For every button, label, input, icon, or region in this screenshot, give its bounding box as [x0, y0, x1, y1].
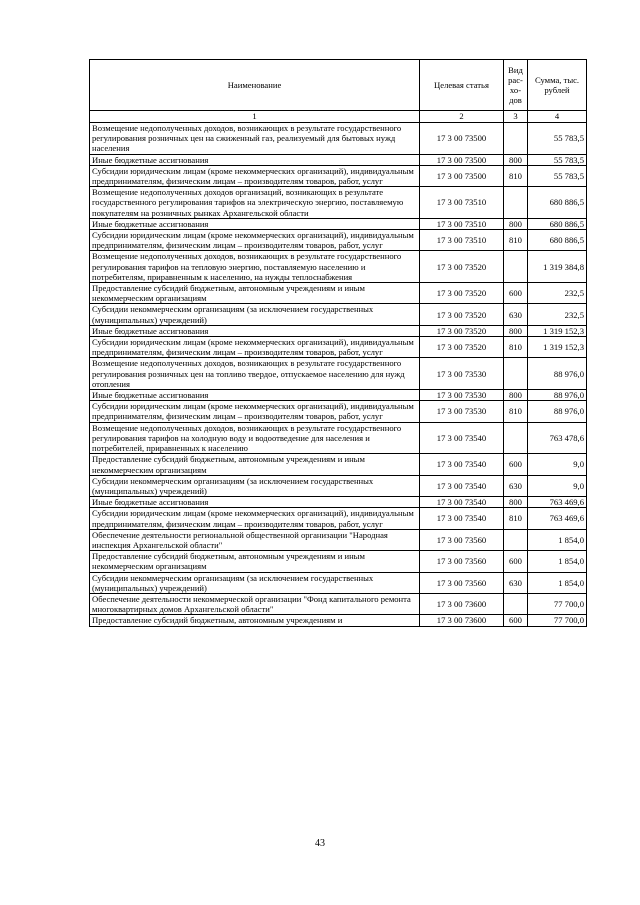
- row-type: [504, 422, 528, 454]
- row-name: Возмещение недополученных доходов, возникающих в результате государственного регулирования розничных цен на сжиженный газ, реализуемый для бытовых нужд населения: [90, 123, 420, 155]
- row-type: 630: [504, 572, 528, 593]
- row-name: Иные бюджетные ассигнования: [90, 325, 420, 336]
- table-row: [90, 475, 587, 496]
- table-row: [90, 615, 587, 626]
- row-type: 600: [504, 615, 528, 626]
- row-name: Обеспечение деятельности региональной общественной организации "Народная инспекция Архангельской области": [90, 529, 420, 550]
- row-type: 810: [504, 230, 528, 251]
- table-row: [90, 390, 587, 401]
- row-type: 630: [504, 475, 528, 496]
- row-code: 17 3 00 73510: [420, 187, 504, 219]
- header-name: Наименование: [90, 60, 420, 111]
- row-type: 810: [504, 165, 528, 186]
- row-type: 600: [504, 551, 528, 572]
- row-type: [504, 123, 528, 155]
- row-type: [504, 529, 528, 550]
- row-type: 800: [504, 154, 528, 165]
- row-code: 17 3 00 73560: [420, 572, 504, 593]
- row-type: 800: [504, 218, 528, 229]
- row-name: Иные бюджетные ассигнования: [90, 390, 420, 401]
- row-sum: 88 976,0: [528, 390, 587, 401]
- row-sum: 680 886,5: [528, 187, 587, 219]
- table-row: [90, 304, 587, 325]
- row-type: 800: [504, 390, 528, 401]
- row-name: Субсидии некоммерческим организациям (за исключением государственных (муниципальных) учреждений): [90, 572, 420, 593]
- row-name: Возмещение недополученных доходов, возникающих в результате государственного регулирования тарифов на тепловую энергию, поставляемую населению и потребителям, приравненным к населению, на нужды теплоснабжения: [90, 251, 420, 283]
- budget-table: [89, 59, 587, 627]
- row-name: Иные бюджетные ассигнования: [90, 154, 420, 165]
- table-header: [90, 60, 587, 123]
- row-code: 17 3 00 73600: [420, 593, 504, 614]
- row-sum: 1 854,0: [528, 572, 587, 593]
- table-row: [90, 529, 587, 550]
- row-sum: 1 854,0: [528, 551, 587, 572]
- row-code: 17 3 00 73530: [420, 390, 504, 401]
- row-code: 17 3 00 73500: [420, 123, 504, 155]
- row-sum: 232,5: [528, 304, 587, 325]
- row-name: Предоставление субсидий бюджетным, автономным учреждениям и иным некоммерческим организациям: [90, 454, 420, 475]
- row-code: 17 3 00 73510: [420, 218, 504, 229]
- row-code: 17 3 00 73540: [420, 454, 504, 475]
- row-type: 800: [504, 325, 528, 336]
- table-row: [90, 337, 587, 358]
- table-row: [90, 572, 587, 593]
- row-code: 17 3 00 73560: [420, 529, 504, 550]
- row-code: 17 3 00 73600: [420, 615, 504, 626]
- row-code: 17 3 00 73530: [420, 358, 504, 390]
- table-row: [90, 497, 587, 508]
- row-sum: 1 854,0: [528, 529, 587, 550]
- row-name: Обеспечение деятельности некоммерческой организации "Фонд капитального ремонта многоквартирных домов Архангельской области": [90, 593, 420, 614]
- row-type: [504, 187, 528, 219]
- row-name: Возмещение недополученных доходов, возникающих в результате государственного регулирования розничных цен на топливо твердое, отпускаемое населению для нужд отопления: [90, 358, 420, 390]
- table-row: [90, 123, 587, 155]
- row-sum: 680 886,5: [528, 218, 587, 229]
- table-row: [90, 551, 587, 572]
- row-name: Субсидии некоммерческим организациям (за исключением государственных (муниципальных) учреждений): [90, 475, 420, 496]
- table-row: [90, 154, 587, 165]
- header-type: Вид рас-хо-дов: [504, 60, 528, 111]
- row-name: Предоставление субсидий бюджетным, автономным учреждениям и иным некоммерческим организациям: [90, 283, 420, 304]
- row-code: 17 3 00 73540: [420, 422, 504, 454]
- row-code: 17 3 00 73520: [420, 283, 504, 304]
- row-code: 17 3 00 73520: [420, 304, 504, 325]
- row-type: [504, 593, 528, 614]
- row-name: Субсидии юридическим лицам (кроме некоммерческих организаций), индивидуальным предпринимателям, физическим лицам – производителям товаров, работ, услуг: [90, 337, 420, 358]
- row-code: 17 3 00 73540: [420, 508, 504, 529]
- row-sum: 55 783,5: [528, 165, 587, 186]
- table-row: [90, 454, 587, 475]
- table-row: [90, 251, 587, 283]
- row-name: Субсидии юридическим лицам (кроме некоммерческих организаций), индивидуальным предпринимателям, физическим лицам – производителям товаров, работ, услуг: [90, 230, 420, 251]
- row-sum: 763 478,6: [528, 422, 587, 454]
- table-row: [90, 358, 587, 390]
- header-sum: Сумма, тыс. рублей: [528, 60, 587, 111]
- column-number: 3: [504, 111, 528, 123]
- row-name: Возмещение недополученных доходов организаций, возникающих в результате государственного регулирования тарифов на электрическую энергию, поставляемую покупателям на розничных рынках Архангельской области: [90, 187, 420, 219]
- row-code: 17 3 00 73560: [420, 551, 504, 572]
- row-sum: 1 319 152,3: [528, 325, 587, 336]
- row-name: Субсидии юридическим лицам (кроме некоммерческих организаций), индивидуальным предпринимателям, физическим лицам – производителям товаров, работ, услуг: [90, 508, 420, 529]
- row-type: [504, 358, 528, 390]
- row-code: 17 3 00 73540: [420, 497, 504, 508]
- column-number: 1: [90, 111, 420, 123]
- row-code: 17 3 00 73540: [420, 475, 504, 496]
- table-row: [90, 187, 587, 219]
- column-number: 2: [420, 111, 504, 123]
- row-sum: 88 976,0: [528, 358, 587, 390]
- row-type: 630: [504, 304, 528, 325]
- row-sum: 77 700,0: [528, 593, 587, 614]
- row-name: Субсидии юридическим лицам (кроме некоммерческих организаций), индивидуальным предпринимателям, физическим лицам – производителям товаров, работ, услуг: [90, 401, 420, 422]
- row-sum: 9,0: [528, 475, 587, 496]
- row-code: 17 3 00 73500: [420, 154, 504, 165]
- row-sum: 77 700,0: [528, 615, 587, 626]
- row-name: Иные бюджетные ассигнования: [90, 497, 420, 508]
- row-code: 17 3 00 73520: [420, 337, 504, 358]
- table-row: [90, 218, 587, 229]
- table-row: [90, 325, 587, 336]
- table-row: [90, 283, 587, 304]
- row-sum: 55 783,5: [528, 123, 587, 155]
- row-sum: 232,5: [528, 283, 587, 304]
- row-name: Субсидии юридическим лицам (кроме некоммерческих организаций), индивидуальным предпринимателям, физическим лицам – производителям товаров, работ, услуг: [90, 165, 420, 186]
- row-sum: 1 319 384,8: [528, 251, 587, 283]
- row-sum: 680 886,5: [528, 230, 587, 251]
- row-code: 17 3 00 73520: [420, 251, 504, 283]
- row-type: 800: [504, 497, 528, 508]
- row-type: 810: [504, 401, 528, 422]
- column-number: 4: [528, 111, 587, 123]
- table-row: [90, 401, 587, 422]
- page-number: 43: [315, 838, 325, 849]
- row-name: Возмещение недополученных доходов, возникающих в результате государственного регулирования тарифов на холодную воду и водоотведение для населения и потребителей, приравненных к населению: [90, 422, 420, 454]
- row-sum: 763 469,6: [528, 508, 587, 529]
- table-row: [90, 593, 587, 614]
- row-type: 600: [504, 454, 528, 475]
- row-name: Субсидии некоммерческим организациям (за исключением государственных (муниципальных) учреждений): [90, 304, 420, 325]
- row-name: Предоставление субсидий бюджетным, автономным учреждениям и: [90, 615, 420, 626]
- table-row: [90, 508, 587, 529]
- row-sum: 1 319 152,3: [528, 337, 587, 358]
- table-body: [90, 123, 587, 627]
- row-type: [504, 251, 528, 283]
- row-code: 17 3 00 73520: [420, 325, 504, 336]
- row-code: 17 3 00 73500: [420, 165, 504, 186]
- row-code: 17 3 00 73510: [420, 230, 504, 251]
- row-name: Предоставление субсидий бюджетным, автономным учреждениям и иным некоммерческим организациям: [90, 551, 420, 572]
- table-row: [90, 422, 587, 454]
- table-row: [90, 165, 587, 186]
- row-sum: 9,0: [528, 454, 587, 475]
- row-type: 810: [504, 508, 528, 529]
- row-sum: 55 783,5: [528, 154, 587, 165]
- row-name: Иные бюджетные ассигнования: [90, 218, 420, 229]
- table-row: [90, 230, 587, 251]
- row-code: 17 3 00 73530: [420, 401, 504, 422]
- row-sum: 88 976,0: [528, 401, 587, 422]
- row-type: 600: [504, 283, 528, 304]
- row-type: 810: [504, 337, 528, 358]
- row-sum: 763 469,6: [528, 497, 587, 508]
- header-code: Целевая статья: [420, 60, 504, 111]
